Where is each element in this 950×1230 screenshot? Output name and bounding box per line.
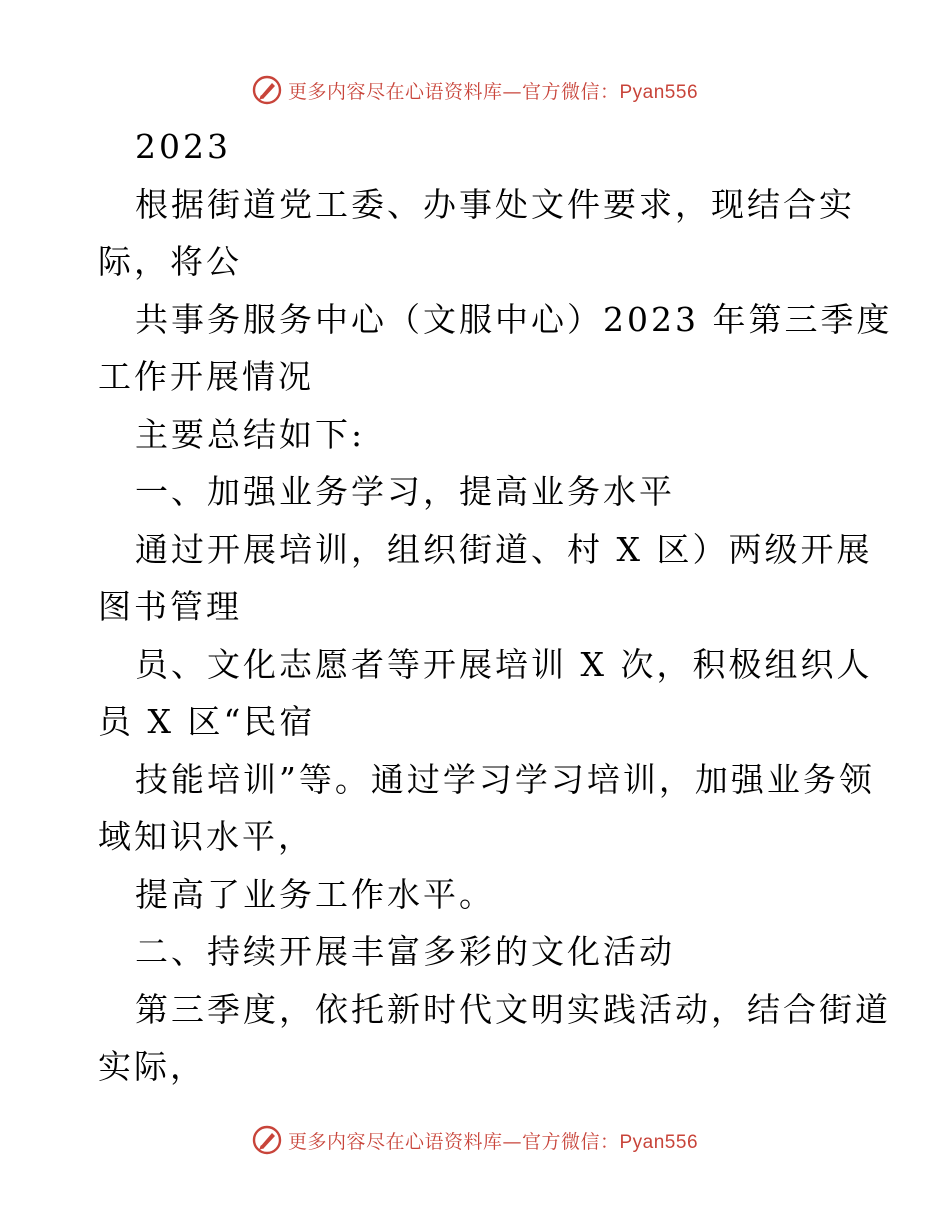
text-line: 实际， <box>98 1047 206 1086</box>
text-line: 域知识水平， <box>98 817 314 856</box>
text-line: 图书管理 <box>98 587 242 626</box>
text-line: 工作开展情况 <box>98 357 314 396</box>
text-line: 根据街道党工委、办事处文件要求，现结合实 <box>135 184 855 224</box>
footer-watermark <box>0 1120 950 1160</box>
pen-logo-icon <box>252 1125 282 1155</box>
header-watermark <box>0 70 950 110</box>
text-line: 2023 <box>135 127 231 166</box>
text-line: 通过开展培训，组织街道、村 X 区）两级开展 <box>135 529 873 569</box>
text-line: 一、加强业务学习，提高业务水平 <box>135 472 675 511</box>
text-line: 技能培训”等。通过学习学习培训，加强业务领 <box>135 759 875 799</box>
watermark-text: 更多内容尽在心语资料库—官方微信：Pyan556 <box>287 1130 699 1153</box>
text-line: 第三季度，依托新时代文明实践活动，结合街道 <box>135 989 891 1029</box>
watermark-handle: Pyan556 <box>619 81 699 103</box>
text-line: 提高了业务工作水平。 <box>135 874 495 914</box>
text-line: 员、文化志愿者等开展培训 X 次，积极组织人 <box>135 644 873 684</box>
text-line: 主要总结如下: <box>135 414 366 454</box>
text-line: 员 X 区“民宿 <box>98 702 316 741</box>
text-line: 共事务服务中心（文服中心）2023 年第三季度 <box>135 299 893 339</box>
watermark-text: 更多内容尽在心语资料库—官方微信：Pyan556 <box>287 80 699 103</box>
text-line: 际，将公 <box>98 242 242 281</box>
document-body <box>98 118 893 1096</box>
watermark-handle: Pyan556 <box>619 1131 699 1153</box>
text-line: 二、持续开展丰富多彩的文化活动 <box>135 932 675 971</box>
pen-logo-icon <box>252 75 282 105</box>
